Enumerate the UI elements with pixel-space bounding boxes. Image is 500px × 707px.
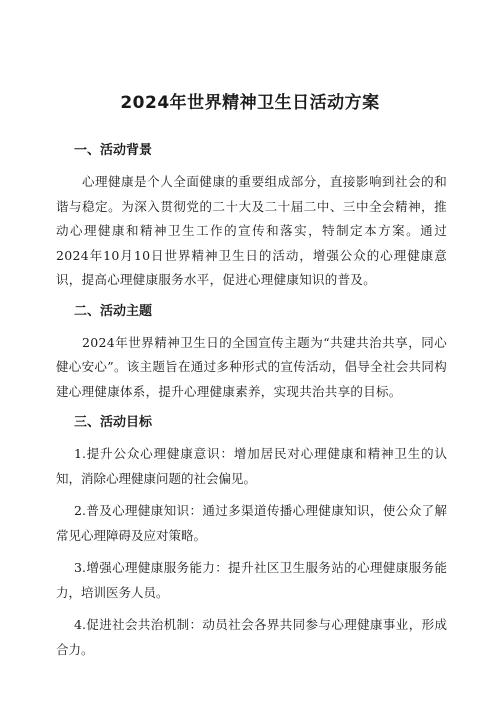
section-goals bbox=[56, 410, 447, 662]
goal-item: 4.促进社会共治机制：动员社会各界共同参与心理健康事业，形成合力。 bbox=[56, 617, 447, 657]
section-paragraph: 2024年世界精神卫生日的全国宣传主题为“共建共治共享，同心健心安心”。该主题旨在通过多种形式的宣传活动，倡导全社会共同构建心理健康体系，提升心理健康素养，实现共治共享的目标。 bbox=[56, 334, 447, 399]
goal-item: 3.增强心理健康服务能力：提升社区卫生服务站的心理健康服务能力，培训医务人员。 bbox=[56, 560, 447, 600]
section-theme bbox=[56, 299, 447, 405]
section-paragraph: 心理健康是个人全面健康的重要组成部分，直接影响到社会的和谐与稳定。为深入贯彻党的二十大及二十届二中、三中全会精神，推动心理健康和精神卫生工作的宣传和落实，特制定本方案。通过2024年10月10日世界精神卫生日的活动，增强公众的心理健康意识，提高心理健康服务水平，促进心理健康知识的普及。 bbox=[56, 174, 447, 287]
section-heading: 三、活动目标 bbox=[74, 415, 153, 430]
document-body bbox=[56, 138, 447, 670]
section-heading: 二、活动主题 bbox=[74, 303, 153, 319]
document-title: 2024年世界精神卫生日活动方案 bbox=[120, 93, 380, 113]
section-background bbox=[56, 138, 447, 293]
goal-item: 1.提升公众心理健康意识：增加居民对心理健康和精神卫生的认知，消除心理健康问题的社会偏见。 bbox=[56, 446, 447, 486]
goal-item: 2.普及心理健康知识：通过多渠道传播心理健康知识，使公众了解常见心理障碍及应对策略。 bbox=[56, 503, 447, 543]
section-heading: 一、活动背景 bbox=[74, 143, 153, 158]
